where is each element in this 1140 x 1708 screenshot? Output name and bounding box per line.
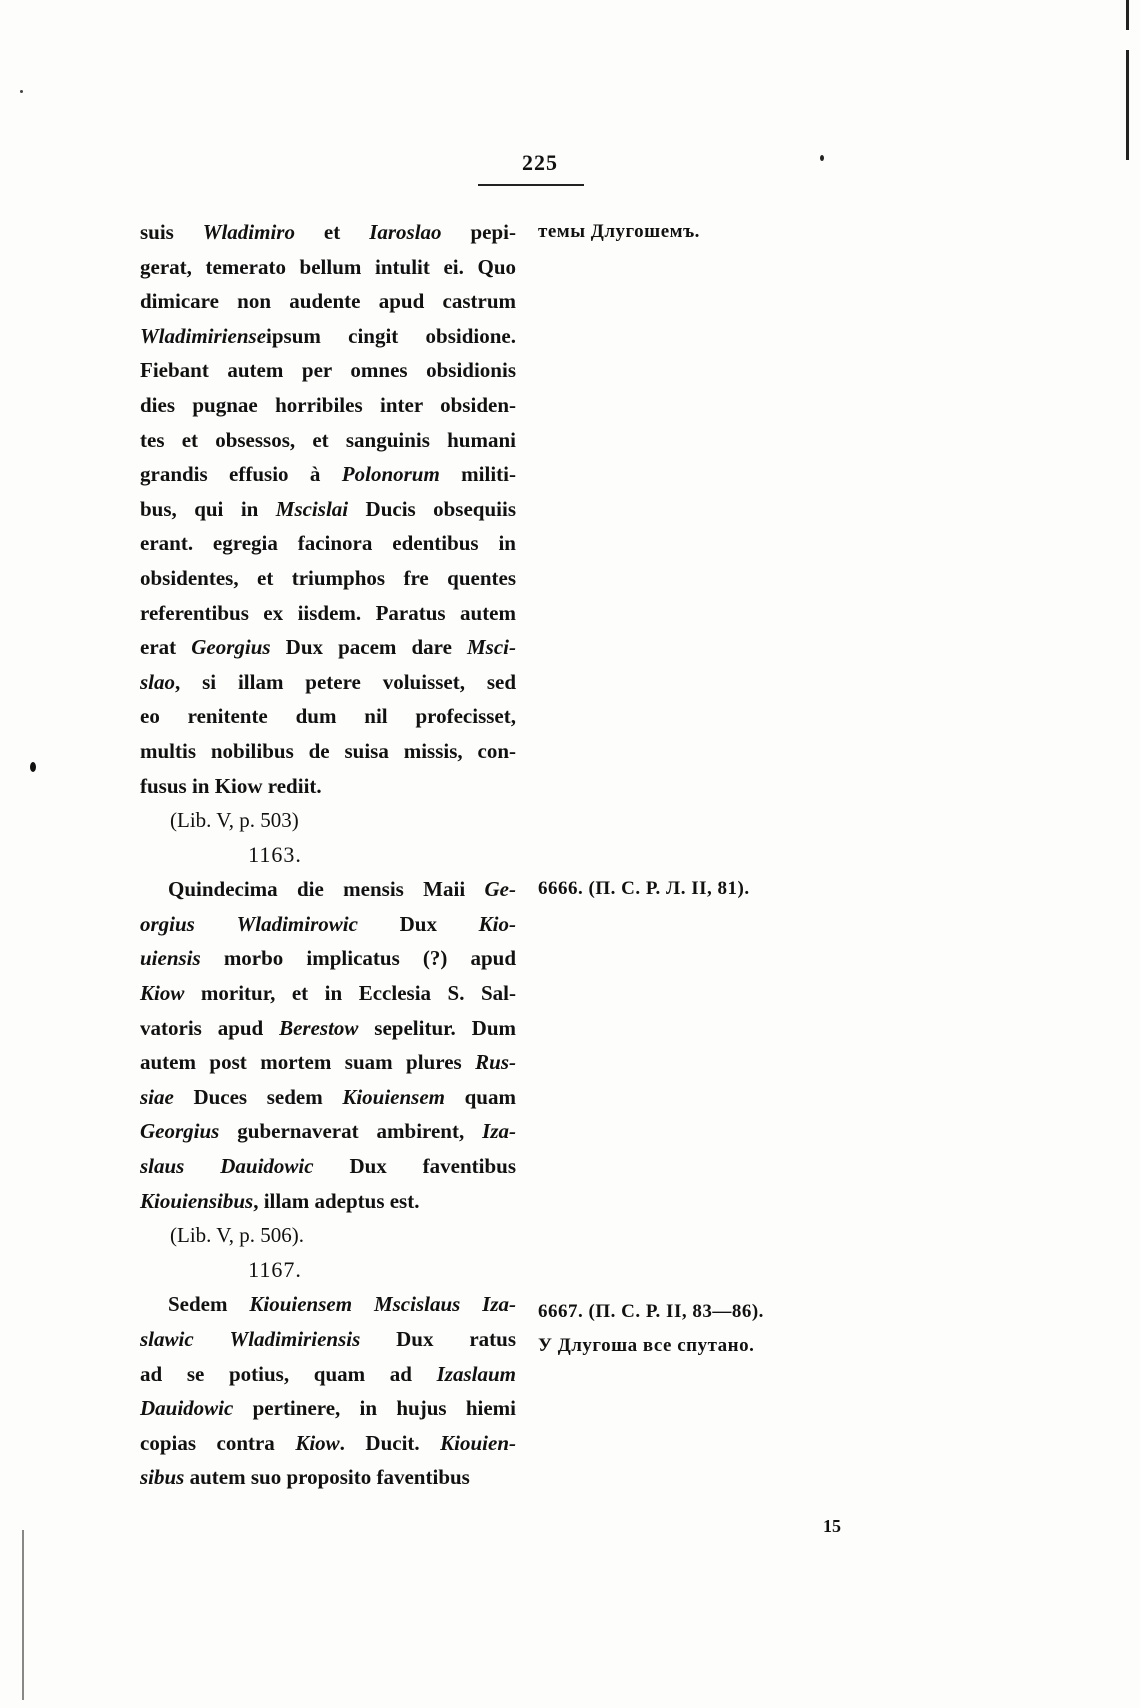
text-segment: Fiebant autem per omnes obsidionis <box>140 358 516 383</box>
text-line <box>140 1011 516 1046</box>
page-edge-right <box>1126 50 1129 160</box>
text-line <box>140 1149 516 1184</box>
text-segment: erat <box>140 635 192 660</box>
page-number: 225 <box>522 150 558 175</box>
proper-name: uiensis <box>140 946 201 971</box>
text-segment: Duces sedem <box>173 1084 343 1109</box>
proper-name: Kiow <box>295 1430 340 1455</box>
text-line <box>140 250 516 285</box>
proper-name: Kiouien- <box>440 1430 517 1455</box>
text-segment: quam <box>445 1084 516 1109</box>
source-reference-2: (Lib. V, p. 506). <box>170 1223 304 1248</box>
text-segment <box>352 1292 374 1316</box>
text-segment: bus, qui in <box>140 496 276 521</box>
proper-name: Kiow <box>140 981 185 1006</box>
text-line <box>140 561 516 596</box>
text-segment: suis <box>140 220 203 244</box>
text-segment: vatoris apud <box>140 1015 280 1040</box>
text-line <box>140 423 516 458</box>
text-segment: pertinere, in hujus hiemi <box>233 1396 516 1421</box>
text-segment: Sedem <box>168 1292 250 1317</box>
proper-name: Iza- <box>482 1119 516 1144</box>
text-segment: ad se potius, quam ad <box>140 1361 437 1386</box>
note-3-line-2: У Длугоша все спутано. <box>538 1335 755 1356</box>
text-line <box>140 1287 516 1322</box>
text-line <box>140 1184 516 1219</box>
proper-name: Dauidowic <box>220 1154 314 1179</box>
note-3-line-1: 6667. (П. С. Р. II, 83—86). <box>538 1301 764 1322</box>
text-line <box>140 457 516 492</box>
text-segment: eo renitente dum nil profecisset, <box>140 704 516 729</box>
proper-name: Kiouiensem <box>342 1084 446 1109</box>
text-segment: dimicare non audente apud castrum <box>140 289 516 314</box>
text-segment: obsidentes, et triumphos fre quentes <box>140 565 516 590</box>
proper-name: Rus- <box>475 1050 516 1075</box>
text-segment <box>460 1292 482 1316</box>
chronicle-entry-1167 <box>140 1287 516 1495</box>
text-line <box>140 630 516 665</box>
page-number-rule <box>478 184 584 186</box>
proper-name: Wladimiriense <box>140 323 267 348</box>
text-line <box>140 734 516 769</box>
text-segment: referentibus ex iisdem. Paratus autem <box>140 600 516 625</box>
year-heading-1163: 1163. <box>248 841 302 867</box>
text-line <box>140 976 516 1011</box>
text-line <box>140 941 516 976</box>
proper-name: Iaroslao <box>369 220 442 244</box>
text-line <box>140 1391 516 1426</box>
proper-name: Wladimiriensis <box>229 1327 361 1351</box>
text-segment: multis nobilibus de suisa missis, con- <box>140 738 516 763</box>
text-segment: Dux pacem dare <box>270 635 467 660</box>
text-segment <box>194 1327 230 1351</box>
text-segment: tes et obsessos, et sanguinis humani <box>140 427 516 452</box>
speck <box>30 762 36 772</box>
proper-name: siae <box>140 1084 174 1109</box>
text-line <box>140 665 516 700</box>
text-segment: . Ducit. <box>339 1430 441 1455</box>
text-line <box>140 1080 516 1115</box>
text-line <box>140 215 516 250</box>
text-segment: , illam adeptus est. <box>253 1188 420 1213</box>
text-segment: Dux faventibus <box>313 1154 517 1179</box>
text-line <box>140 596 516 631</box>
text-line <box>140 699 516 734</box>
text-segment: gerat, temerato bellum intulit ei. Quo <box>140 254 516 279</box>
proper-name: Georgius <box>191 635 271 660</box>
chronicle-entry-1163 <box>140 872 516 1218</box>
proper-name: sibus <box>140 1465 185 1490</box>
proper-name: Georgius <box>140 1119 220 1144</box>
page-edge-right-top <box>1126 0 1129 30</box>
text-segment: et <box>294 220 370 244</box>
proper-name: Polonorum <box>341 462 440 487</box>
proper-name: Kio- <box>478 911 516 936</box>
text-line <box>140 353 516 388</box>
text-line <box>140 284 516 319</box>
text-segment: , si illam petere voluisset, sed <box>175 669 516 694</box>
text-line <box>140 769 516 804</box>
year-heading-1167: 1167. <box>248 1256 302 1282</box>
proper-name: slawic <box>140 1327 194 1351</box>
text-segment: fusus in Kiow rediit. <box>140 773 322 798</box>
text-segment: moritur, et in Ecclesia S. Sal- <box>184 981 516 1006</box>
text-line <box>140 1322 516 1357</box>
note-2: 6666. (П. С. Р. Л. II, 81). <box>538 878 750 899</box>
text-line <box>140 872 516 907</box>
notes-column <box>538 215 898 1356</box>
text-line <box>140 907 516 942</box>
text-segment: erant. egregia facinora edentibus in <box>140 531 516 556</box>
text-segment: grandis effusio à <box>140 462 342 487</box>
proper-name: Kiouiensibus <box>140 1188 254 1213</box>
proper-name: Izaslaum <box>436 1361 516 1386</box>
text-segment: dies pugnae horribiles inter obsiden- <box>140 392 516 417</box>
text-line <box>140 1045 516 1080</box>
speck <box>20 90 23 93</box>
proper-name: Ge- <box>484 877 516 902</box>
text-line <box>140 1357 516 1392</box>
text-segment: gubernaverat ambirent, <box>219 1119 483 1144</box>
proper-name: orgius <box>140 911 195 936</box>
text-segment: Quindecima die mensis Maii <box>168 877 485 902</box>
text-segment: militi- <box>439 462 516 487</box>
source-reference-1: (Lib. V, p. 503) <box>170 808 299 833</box>
text-segment: copias contra <box>140 1430 296 1455</box>
text-segment: Ducis obsequiis <box>348 496 516 521</box>
chronicle-entry-1 <box>140 215 516 803</box>
latin-text-column <box>140 215 516 1495</box>
proper-name: Mscislai <box>275 496 349 521</box>
text-segment: autem post mortem suam plures <box>140 1050 476 1075</box>
proper-name: Mscislaus <box>373 1292 461 1317</box>
signature-mark: 15 <box>823 1516 841 1536</box>
text-line <box>140 1460 516 1495</box>
text-segment: autem suo proposito faventibus <box>184 1465 470 1490</box>
page-edge-left <box>22 1530 24 1700</box>
text-segment <box>184 1154 220 1178</box>
speck <box>820 155 824 161</box>
proper-name: slao <box>140 669 176 694</box>
text-segment: Dux ratus <box>360 1327 516 1351</box>
proper-name: Dauidowic <box>140 1396 234 1421</box>
note-1: темы Длугошемъ. <box>538 221 700 242</box>
text-segment: sepelitur. Dum <box>358 1015 516 1040</box>
proper-name: slaus <box>140 1154 185 1179</box>
proper-name: Wladimirowic <box>236 911 358 936</box>
text-line <box>140 1114 516 1149</box>
text-line <box>140 319 516 354</box>
text-line <box>140 388 516 423</box>
text-segment: ipsum cingit obsidione. <box>266 323 516 348</box>
proper-name: Kiouiensem <box>249 1292 353 1317</box>
text-segment: morbo implicatus (?) apud <box>200 946 516 971</box>
proper-name: Iza- <box>482 1292 517 1317</box>
proper-name: Berestow <box>279 1015 359 1040</box>
text-segment: pepi- <box>441 220 516 244</box>
text-line <box>140 1426 516 1461</box>
proper-name: Wladimiro <box>202 220 295 244</box>
text-line <box>140 526 516 561</box>
text-line <box>140 492 516 527</box>
proper-name: Msci- <box>467 635 516 660</box>
text-segment <box>195 912 237 936</box>
text-segment: Dux <box>357 911 479 936</box>
